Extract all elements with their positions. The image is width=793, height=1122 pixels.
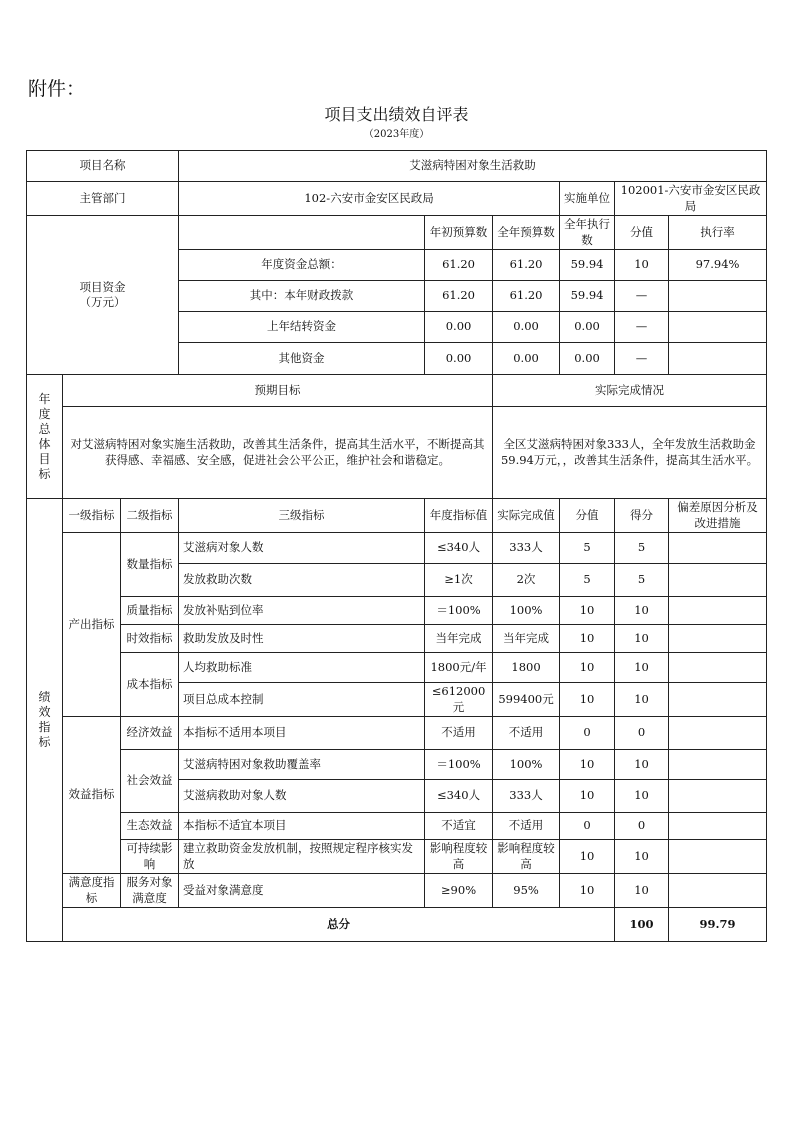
department-row [27,182,767,216]
indicator-target: ≥1次 [425,564,493,597]
level2-ecological: 生态效益 [121,813,179,840]
performance-label: 绩 效 指 标 [27,499,63,942]
project-name-value: 艾滋病特困对象生活救助 [179,151,767,182]
indicator-row [27,813,767,840]
level1-output: 产出指标 [63,533,121,717]
indicator-score: 5 [615,564,669,597]
level2-quantity: 数量指标 [121,533,179,597]
indicator-target: ≤340人 [425,533,493,564]
indicator-target: 影响程度较高 [425,840,493,874]
indicator-row [27,597,767,625]
col-value: 分值 [560,499,615,533]
indicator-value: 10 [560,653,615,683]
indicator-value: 10 [560,597,615,625]
funds-rate [669,312,767,343]
indicator-note [669,625,767,653]
indicator-actual: 2次 [493,564,560,597]
indicator-value: 5 [560,564,615,597]
year-subtitle: （2023年度） [363,129,430,140]
total-score: 99.79 [669,908,767,942]
funds-label: 项目资金 （万元） [27,216,179,375]
indicator-score: 10 [615,780,669,813]
level2-timeliness: 时效指标 [121,625,179,653]
indicator-note [669,653,767,683]
funds-executed: 0.00 [560,312,615,343]
indicator-note [669,780,767,813]
indicator-value: 5 [560,533,615,564]
indicator-name: 救助发放及时性 [179,625,425,653]
funds-initial: 61.20 [425,281,493,312]
indicator-value: 0 [560,717,615,750]
indicator-name: 发放补贴到位率 [179,597,425,625]
funds-score-value: 10 [615,250,669,281]
funds-header-blank [179,216,425,250]
indicator-score: 5 [615,533,669,564]
dept-label: 主管部门 [27,182,179,216]
col-level2: 二级指标 [121,499,179,533]
level2-sustainable: 可持续影响 [121,840,179,874]
funds-row-label: 其他资金 [179,343,425,375]
indicator-name: 艾滋病救助对象人数 [179,780,425,813]
indicator-row [27,874,767,908]
funds-header-row [27,216,767,250]
indicator-target: ＝100% [425,597,493,625]
funds-row-label: 上年结转资金 [179,312,425,343]
level2-social: 社会效益 [121,750,179,813]
total-label: 总分 [63,908,615,942]
indicator-row [27,533,767,564]
col-actual: 实际完成值 [493,499,560,533]
indicator-actual: 不适用 [493,717,560,750]
indicator-score: 0 [615,717,669,750]
funds-score-value: — [615,281,669,312]
total-row [27,908,767,942]
indicator-target: 不适宜 [425,813,493,840]
funds-col-annual: 全年预算数 [493,216,560,250]
dept-value: 102-六安市金安区民政局 [179,182,560,216]
indicator-actual: 不适用 [493,813,560,840]
indicator-name: 受益对象满意度 [179,874,425,908]
indicator-row [27,625,767,653]
indicator-score: 10 [615,874,669,908]
level1-satisfaction: 满意度指标 [63,874,121,908]
level1-benefit: 效益指标 [63,717,121,874]
indicator-row [27,717,767,750]
performance-header-row [27,499,767,533]
level2-cost: 成本指标 [121,653,179,717]
col-level3: 三级指标 [179,499,425,533]
indicator-value: 10 [560,625,615,653]
indicator-actual: 100% [493,750,560,780]
indicator-note [669,533,767,564]
unit-value: 102001-六安市金安区民政局 [615,182,767,216]
indicator-row [27,653,767,683]
level2-quality: 质量指标 [121,597,179,625]
indicator-score: 10 [615,840,669,874]
indicator-actual: 599400元 [493,683,560,717]
funds-rate [669,343,767,375]
indicator-target: 1800元/年 [425,653,493,683]
level2-economic: 经济效益 [121,717,179,750]
expected-goal-header: 预期目标 [63,375,493,407]
indicator-name: 艾滋病特困对象救助覆盖率 [179,750,425,780]
indicator-value: 10 [560,750,615,780]
indicator-name: 发放救助次数 [179,564,425,597]
funds-annual: 61.20 [493,281,560,312]
indicator-target: ≥90% [425,874,493,908]
funds-row-label: 其中：本年财政拨款 [179,281,425,312]
indicator-actual: 333人 [493,780,560,813]
self-evaluation-table [26,150,767,942]
indicator-row [27,750,767,780]
indicator-note [669,840,767,874]
indicator-note [669,597,767,625]
indicator-actual: 影响程度较高 [493,840,560,874]
indicator-score: 10 [615,683,669,717]
funds-annual: 61.20 [493,250,560,281]
indicator-name: 人均救助标准 [179,653,425,683]
funds-rate [669,281,767,312]
actual-result-header: 实际完成情况 [493,375,767,407]
indicator-name: 本指标不适宜本项目 [179,813,425,840]
indicator-actual: 当年完成 [493,625,560,653]
funds-executed: 0.00 [560,343,615,375]
indicator-actual: 1800 [493,653,560,683]
level2-service: 服务对象满意度 [121,874,179,908]
indicator-target: 当年完成 [425,625,493,653]
col-note: 偏差原因分析及改进措施 [669,499,767,533]
funds-initial: 61.20 [425,250,493,281]
indicator-name: 项目总成本控制 [179,683,425,717]
indicator-note [669,813,767,840]
funds-col-rate: 执行率 [669,216,767,250]
funds-rate: 97.94% [669,250,767,281]
goals-label: 年 度 总 体 目 标 [27,375,63,499]
indicator-score: 10 [615,625,669,653]
funds-score-value: — [615,312,669,343]
indicator-value: 10 [560,780,615,813]
indicator-note [669,750,767,780]
funds-annual: 0.00 [493,312,560,343]
indicator-score: 10 [615,597,669,625]
unit-label: 实施单位 [560,182,615,216]
indicator-value: 10 [560,840,615,874]
funds-executed: 59.94 [560,250,615,281]
project-name-row [27,151,767,182]
page-title: 项目支出绩效自评表 [324,105,469,124]
indicator-row [27,840,767,874]
indicator-value: 0 [560,813,615,840]
funds-score-value: — [615,343,669,375]
indicator-value: 10 [560,874,615,908]
indicator-value: 10 [560,683,615,717]
indicator-actual: 95% [493,874,560,908]
indicator-name: 建立救助资金发放机制，按照规定程序核实发放 [179,840,425,874]
indicator-note [669,874,767,908]
indicator-note [669,717,767,750]
funds-initial: 0.00 [425,312,493,343]
goals-header-row [27,375,767,407]
indicator-name: 本指标不适用本项目 [179,717,425,750]
funds-col-score-value: 分值 [615,216,669,250]
col-level1: 一级指标 [63,499,121,533]
col-score: 得分 [615,499,669,533]
indicator-actual: 333人 [493,533,560,564]
col-target: 年度指标值 [425,499,493,533]
goals-content-row [27,407,767,499]
indicator-target: ≤340人 [425,780,493,813]
indicator-target: ＝100% [425,750,493,780]
indicator-target: 不适用 [425,717,493,750]
funds-annual: 0.00 [493,343,560,375]
funds-executed: 59.94 [560,281,615,312]
indicator-score: 10 [615,653,669,683]
indicator-note [669,683,767,717]
total-value: 100 [615,908,669,942]
funds-row-label: 年度资金总额： [179,250,425,281]
indicator-actual: 100% [493,597,560,625]
indicator-target: ≤612000元 [425,683,493,717]
indicator-score: 0 [615,813,669,840]
funds-col-initial: 年初预算数 [425,216,493,250]
indicator-note [669,564,767,597]
indicator-name: 艾滋病对象人数 [179,533,425,564]
funds-initial: 0.00 [425,343,493,375]
indicator-score: 10 [615,750,669,780]
actual-result-text: 全区艾滋病特困对象333人，全年发放生活救助金59.94万元，，改善其生活条件，提高其生活水平。 [493,407,767,499]
project-name-label: 项目名称 [27,151,179,182]
attachment-label: 附件： [28,78,86,100]
funds-col-executed: 全年执行数 [560,216,615,250]
expected-goal-text: 对艾滋病特困对象实施生活救助，改善其生活条件，提高其生活水平，不断提高其获得感、幸福感、安全感，促进社会公平公正，维护社会和谐稳定。 [63,407,493,499]
